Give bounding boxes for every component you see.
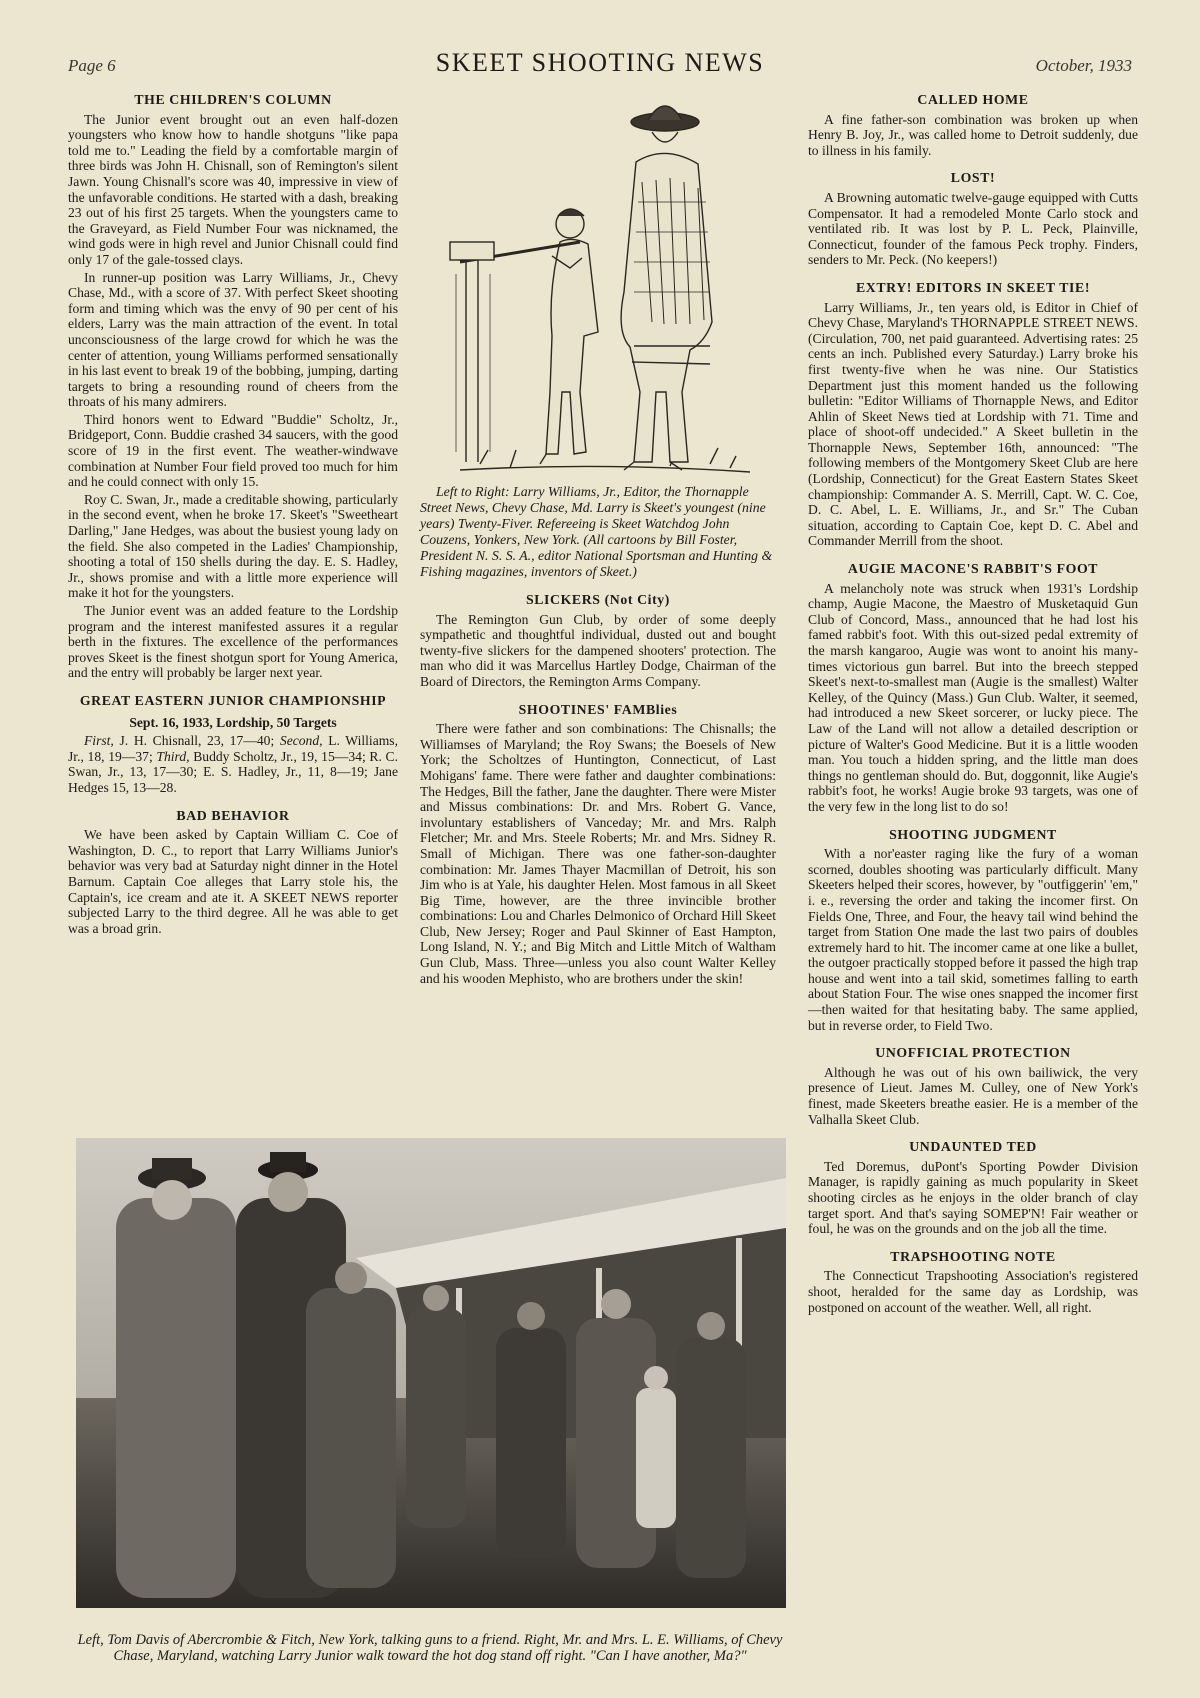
results-subtitle: Sept. 16, 1933, Lordship, 50 Targets (129, 714, 337, 730)
paragraph: We have been asked by Captain William C. Coe of Washington, D. C., to report that Larry Williams Junior's behavior was very bad at Saturday night dinner in the Hotel Barnum. Captain Coe alleges that Larry stole his, the Captain's, ice cream and ate it. A SKEET NEWS reporter subjected Larry to the third degree. All he was able to get was a broad grin. (68, 827, 398, 936)
section-title-unofficial-protection: UNOFFICIAL PROTECTION (875, 1045, 1071, 1061)
cartoon-caption: Left to Right: Larry Williams, Jr., Editor, the Thornapple Street News, Chevy Chase, Md. Larry is Skeet's youngest (nine years) Twenty-Fiver. Refereeing is Skeet Watchdog John Couzens, Yonkers, New York. (All cartoons by Bill Foster, President N. S. S. A., editor National Sportsman and Hunting & Fishing magazines, inventors of Skeet.) (420, 484, 773, 579)
paragraph: A fine father-son combination was broken up when Henry B. Joy, Jr., was called home to Detroit suddenly, due to illness in his family. (808, 111, 1138, 158)
crowd-photograph (76, 1138, 786, 1608)
paragraph: With a nor'easter raging like the fury of a woman scorned, doubles shooting was particularly difficult. Many Skeeters helped their scores, however, by "outfiggerin' 'em," i. e., reversing the order and taking the incomer first. On Fields One, Three, and Four, the heavy tail wind behind the target from Station One made the last two pairs of doubles extremely hard to hit. The incomer came at one like a bullet, the outgoer practically stopped before it passed the high trap house and went into a tail skid, sometimes falling to earth about Station Four. The wise ones snapped the incomer first—then waited for that hesitating baby. The same applied, but in reverse order, to Field Two. (808, 846, 1138, 1033)
paragraph: The Junior event brought out an even half-dozen youngsters who know how to handle shotguns "like papa told me to." Leading the field by a comfortable margin of three birds was John H. Chisnall, son of Remington's silent Jawn. Young Chisnall's score was 40, impressive in view of the unfavorable conditions. He started with a dash, breaking 23 out of his first 25 targets. When the youngsters came to the Graveyard, as Field Number Four was nicknamed, the wind gods were in high revel and Junior Chisnall could find only 17 of the gale-tossed clays. (68, 111, 398, 267)
paragraph: Ted Doremus, duPont's Sporting Powder Division Manager, is rapidly gaining as much popularity in Skeet shooting circles as he enjoys in the older branch of clay target sport. And that's saying SOMEP'N! Fair weather or foul, he was on the grounds and on the job all the time. (808, 1158, 1138, 1237)
section-title-extry: EXTRY! EDITORS IN SKEET TIE! (855, 279, 1091, 295)
photo-image (76, 1138, 786, 1608)
paragraph: Although he was out of his own bailiwick, the very presence of Lieut. James M. Culley, one of New York's finest, made Skeeters breathe easier. He is a member of the Valhalla Skeet Club. (808, 1064, 1138, 1127)
section-title-junior-championship: GREAT EASTERN JUNIOR CHAMPIONSHIP (79, 692, 387, 708)
third-label: Third, (156, 748, 190, 764)
section-title-bad-behavior: BAD BEHAVIOR (176, 807, 290, 823)
section-title-slickers: SLICKERS (Not City) (525, 592, 670, 607)
column-left (68, 92, 398, 938)
paragraph: A melancholy note was struck when 1931's Lordship champ, Augie Macone, the Maestro of Musketaquid Gun Club of Concord, Mass., announced that he had lost his famed rabbit's foot. With this out-sized pedal extremity of the marsh kangaroo, Augie was wont to anoint his many-times victorious gun barrel. But into the breech stepped Skeet's next-to-smallest man (Augie is the smallest) Walter Kelley, of the Quincy (Mass.) Gun Club. Walter, it seemed, had introduced a new Skeet sorcerer, or lucky piece. The Law of the Land will not allow a detailed description or picture of Walter's Good Medicine. But it is a little wooden man. You touch a hidden spring, and the little man does things no gentleman should do. But, doggonnit, like Augie's rabbit's foot, he works! Augie broke 93 targets, was one of the very few in the long list to do so! (808, 580, 1138, 814)
section-title-augie: AUGIE MACONE'S RABBIT'S FOOT (847, 561, 1099, 577)
cartoon-drawing (420, 92, 776, 484)
paragraph: Larry Williams, Jr., ten years old, is Editor in Chief of Chevy Chase, Maryland's THORNAPPLE STREET NEWS. (Circulation, 700, net paid guaranteed. Advertising rates: 25 cents an inch. Published every Saturday.) Larry broke his first twenty-five when he was nine. Our Statistics Department just this moment handed us the following bulletin: "Editor Williams of Thornapple News, and Editor Ahlin of Skeet News tied at Lordship with 71. Time and place of shoot-off undecided." A Skeet bulletin in the Thornapple News, September 16th, announced: "The following members of the Montgomery Skeet Club are here (Lordship, Connecticut) for the Great Eastern States Skeet championship: Commander A. S. Merrill, Capt. W. C. Coe, D. C. Abel, L. E. Williams, Jr., and Sr." The Cuban situation, according to Captain Coe, kept D. C. Abel and Commander Merrill from the shoot. (808, 299, 1138, 549)
section-title-called-home: CALLED HOME (917, 92, 1029, 107)
photo-caption: Left, Tom Davis of Abercrombie & Fitch, New York, talking guns to a friend. Right, Mr. and Mrs. L. E. Williams, of Chevy Chase, Maryland, watching Larry Junior walk toward the hot dog stand off right. "Can I have another, Ma?" (77, 1631, 783, 1664)
paragraph: Roy C. Swan, Jr., made a creditable showing, particularly in the second event, when he broke 17. Skeet's "Sweetheart Darling," Jane Hedges, was about the busiest young lady on the field. She also competed in the Ladies' Championship, shooting a total of 150 shells during the day. E. S. Hadley, Jr., shows promise and with a little more experience will make it hot for the youngsters. (68, 491, 398, 601)
page-header (68, 48, 1132, 82)
paragraph: Third honors went to Edward "Buddie" Scholtz, Jr., Bridgeport, Conn. Buddie crashed 34 saucers, with the good score of 19 in the first event. The weather-windwave combination at Number Four field proved too much for him and he could connect with only 15. (68, 411, 398, 490)
paragraph: The Junior event was an added feature to the Lordship program and the interest manifested assures it a regular berth in the fixtures. The excellence of the performances proves Skeet is the finest shotgun sport for Young America, and the entry will probably be larger next year. (68, 603, 398, 681)
third-result: Buddy Scholtz, Jr., 19, 15—34; R. C. Swan, Jr., 13, 17—30; E. S. Hadley, Jr., 11, 8—19; Jane Hedges 15, 13—28. (68, 748, 398, 795)
paragraph: There were father and son combinations: The Chisnalls; the Williamses of Maryland; the Roy Swans; the Boesels of New York; the Scholtzes of Huntington, Connecticut, of Last Mohigans' fame. There were father and daughter combinations: The Hedges, Bill the father, Jane the daughter. There were Mister and Missus combinations: Dr. and Mrs. Robert G. Vance, involuntary establishers of Vanceday; Mr. and Mrs. Ralph Fletcher; Mr. and Mrs. Steele Roberts; Mr. and Mrs. Sidney R. Small of Michigan. There was one father-son-daughter combination: Mr. James Thayer Macmillan of Detroit, his son Jim who is at Yale, his daughter Helen. Most famous in all Skeet Big Time, however, are the three invincible brother combinations: Lou and Charles Delmonico of Orchard Hill Skeet Club, New Jersey; Roger and Paul Skinner of East Hampton, Long Island, N. Y.; and Big Mitch and Little Mitch of Waltham Gun Club, Mass. Three—unless you also count Walter Kelley and his wooden Mephisto, who are brothers under the skin! (420, 721, 776, 986)
paragraph: The Connecticut Trapshooting Association's registered shoot, heralded for the same day as Lordship, was postponed on account of the weather. Well, all right. (808, 1268, 1138, 1315)
paragraph: In runner-up position was Larry Williams, Jr., Chevy Chase, Md., with a score of 37. With perfect Skeet shooting form and timing which was the envy of 90 per cent of his elders, Larry was the main attraction of the event. In total unconsciousness of the large crowd for which he was the center of attention, young Williams performed sensationally in his last event to break 19 of the bobbing, jumping, darting targets to bring a resounding round of cheers from the throats of his many admirers. (68, 269, 398, 410)
first-result: J. H. Chisnall, 23, 17—40; (113, 733, 280, 749)
paragraph: A Browning automatic twelve-gauge equipped with Cutts Compensator. It had a remodeled Monte Carlo stock and ventilated rib. It was lost by P. L. Peck, Plainville, Connecticut, founder of the famous Peck trophy. Finders, senders to Mr. Peck. (No keepers!) (808, 189, 1138, 268)
results-text (68, 733, 398, 795)
section-title-childrens-column: THE CHILDREN'S COLUMN (134, 92, 332, 107)
section-title-shootines: SHOOTINES' FAMBlies (518, 701, 678, 717)
column-middle (420, 92, 776, 988)
section-title-trapshooting: TRAPSHOOTING NOTE (890, 1248, 1056, 1264)
section-title-shooting-judgment: SHOOTING JUDGMENT (889, 826, 1057, 842)
issue-date: October, 1933 (1035, 56, 1132, 75)
section-title-undaunted-ted: UNDAUNTED TED (909, 1139, 1037, 1155)
cartoon-illustration (420, 92, 776, 484)
second-label: Second, (279, 733, 323, 749)
masthead: SKEET SHOOTING NEWS (435, 48, 765, 77)
column-right (808, 92, 1138, 1317)
first-label: First, (84, 733, 114, 749)
second-result: L. Williams, Jr., 18, 19—37; (68, 733, 398, 764)
paragraph: The Remington Gun Club, by order of some deeply sympathetic and thoughtful individual, dusted out and bought twenty-five slickers for the dampened shooters' protection. The man who did it was Marcellus Hartley Dodge, Chairman of the Board of Directors, the Remington Arms Company. (420, 611, 776, 689)
section-title-lost: LOST! (950, 170, 996, 186)
page-number: Page 6 (68, 56, 116, 75)
